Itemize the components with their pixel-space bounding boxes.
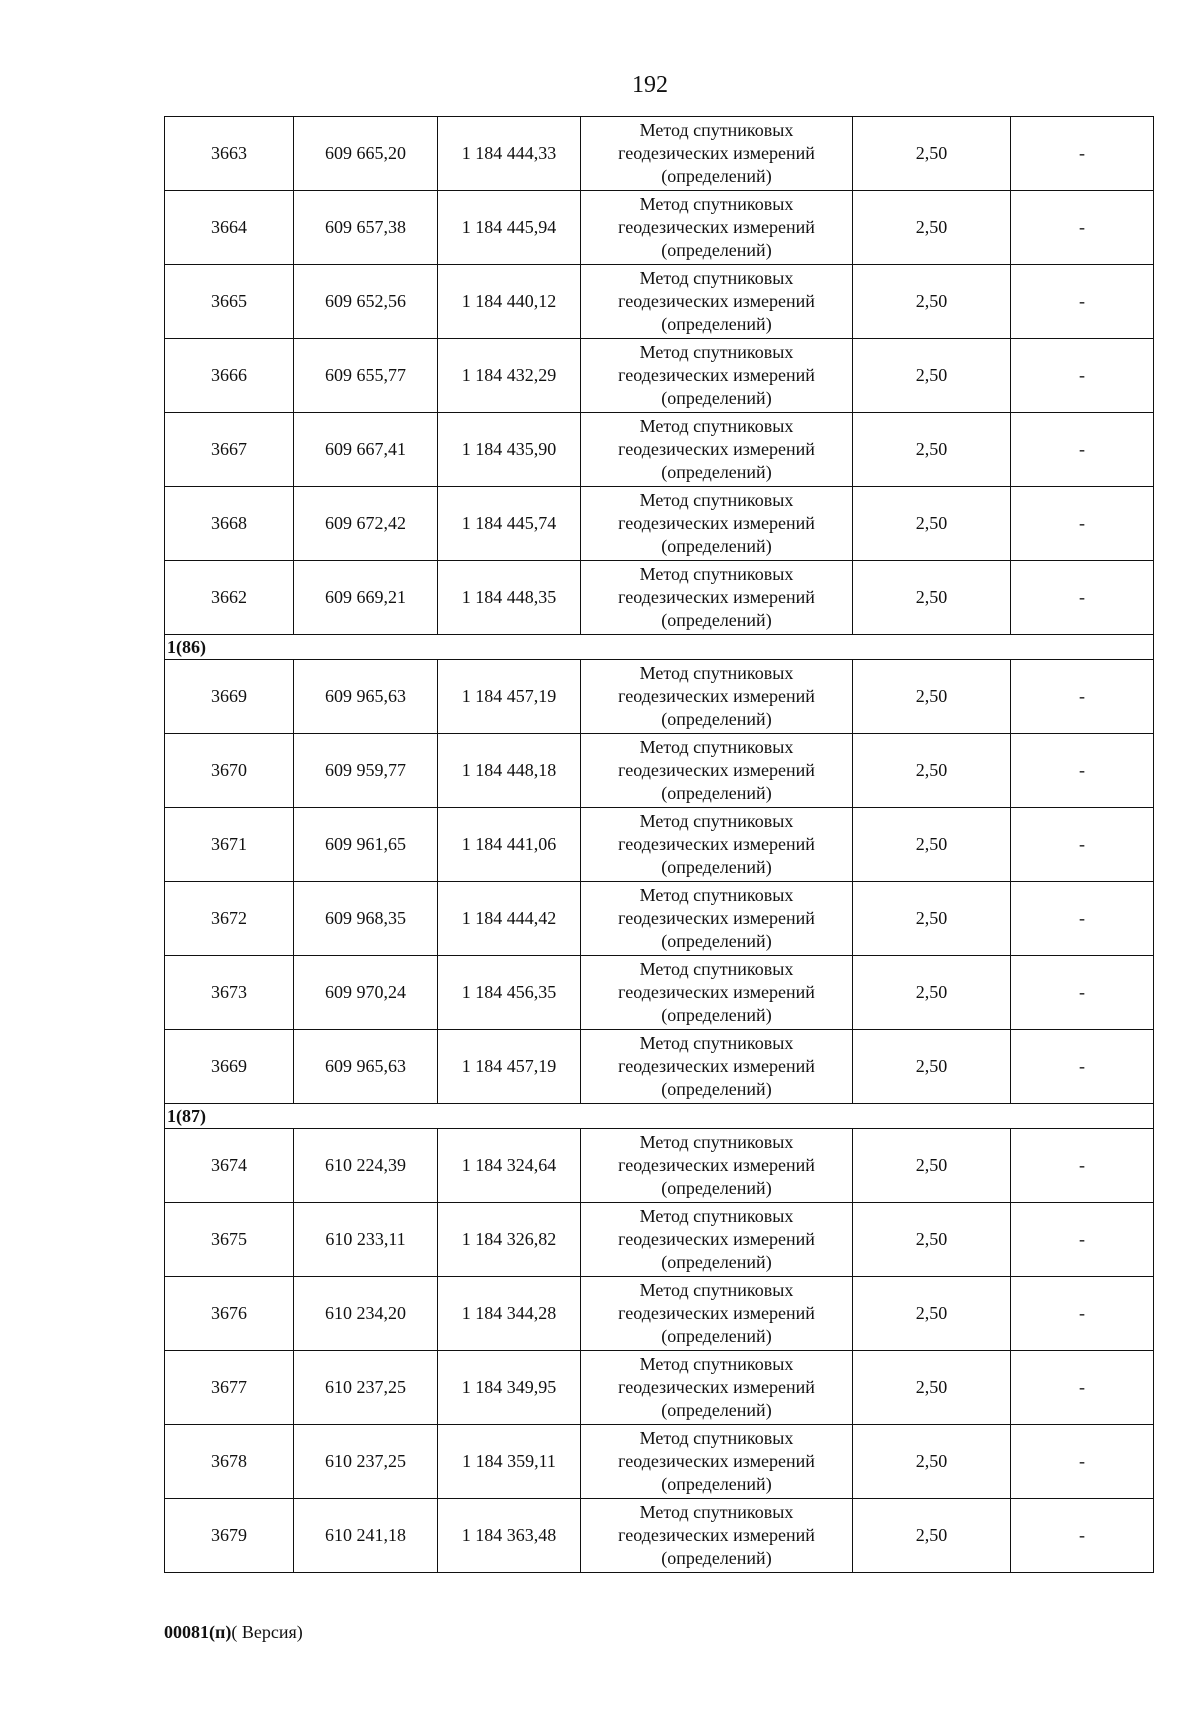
method-cell	[581, 1203, 853, 1277]
y-coordinate-cell: 1 184 363,48	[438, 1499, 581, 1573]
method-cell	[581, 808, 853, 882]
method-cell	[581, 1499, 853, 1573]
point-id-cell: 3667	[165, 413, 294, 487]
method-line: Метод спутниковых	[639, 268, 794, 288]
accuracy-cell: 2,50	[853, 734, 1011, 808]
accuracy-cell: 2,50	[853, 191, 1011, 265]
y-coordinate-cell: 1 184 445,74	[438, 487, 581, 561]
method-line: (определений)	[661, 1474, 772, 1494]
method-cell	[581, 413, 853, 487]
table-row	[165, 734, 1154, 808]
x-coordinate-cell: 609 961,65	[294, 808, 438, 882]
point-id-cell: 3672	[165, 882, 294, 956]
method-line: Метод спутниковых	[639, 1033, 794, 1053]
note-cell: -	[1011, 956, 1154, 1030]
table-row	[165, 117, 1154, 191]
accuracy-cell: 2,50	[853, 413, 1011, 487]
accuracy-cell: 2,50	[853, 1351, 1011, 1425]
method-line: геодезических измерений	[618, 1525, 815, 1545]
point-id-cell: 3676	[165, 1277, 294, 1351]
table-body	[165, 117, 1154, 1573]
method-line: геодезических измерений	[618, 439, 815, 459]
table-row	[165, 808, 1154, 882]
point-id-cell: 3674	[165, 1129, 294, 1203]
x-coordinate-cell: 609 965,63	[294, 1030, 438, 1104]
point-id-cell: 3663	[165, 117, 294, 191]
y-coordinate-cell: 1 184 448,18	[438, 734, 581, 808]
method-cell	[581, 956, 853, 1030]
point-id-cell: 3669	[165, 1030, 294, 1104]
accuracy-cell: 2,50	[853, 561, 1011, 635]
coordinates-table	[164, 116, 1154, 1573]
method-line: (определений)	[661, 314, 772, 334]
note-cell: -	[1011, 1277, 1154, 1351]
table-row	[165, 1129, 1154, 1203]
method-line: геодезических измерений	[618, 217, 815, 237]
note-cell: -	[1011, 1203, 1154, 1277]
method-cell	[581, 882, 853, 956]
x-coordinate-cell: 609 667,41	[294, 413, 438, 487]
point-id-cell: 3666	[165, 339, 294, 413]
y-coordinate-cell: 1 184 444,33	[438, 117, 581, 191]
x-coordinate-cell: 610 237,25	[294, 1425, 438, 1499]
table-row	[165, 882, 1154, 956]
method-line: (определений)	[661, 1400, 772, 1420]
method-cell	[581, 734, 853, 808]
accuracy-cell: 2,50	[853, 339, 1011, 413]
accuracy-cell: 2,50	[853, 808, 1011, 882]
method-cell	[581, 487, 853, 561]
accuracy-cell: 2,50	[853, 1425, 1011, 1499]
method-line: Метод спутниковых	[639, 1502, 794, 1522]
method-line: Метод спутниковых	[639, 1280, 794, 1300]
point-id-cell: 3669	[165, 660, 294, 734]
accuracy-cell: 2,50	[853, 1277, 1011, 1351]
note-cell: -	[1011, 561, 1154, 635]
table-row	[165, 561, 1154, 635]
method-line: (определений)	[661, 388, 772, 408]
method-cell	[581, 1425, 853, 1499]
table-row	[165, 191, 1154, 265]
point-id-cell: 3665	[165, 265, 294, 339]
table-row	[165, 1277, 1154, 1351]
method-line: геодезических измерений	[618, 365, 815, 385]
note-cell: -	[1011, 1129, 1154, 1203]
point-id-cell: 3664	[165, 191, 294, 265]
method-line: Метод спутниковых	[639, 120, 794, 140]
note-cell: -	[1011, 191, 1154, 265]
table-row	[165, 487, 1154, 561]
note-cell: -	[1011, 734, 1154, 808]
method-line: Метод спутниковых	[639, 811, 794, 831]
accuracy-cell: 2,50	[853, 1129, 1011, 1203]
method-line: (определений)	[661, 536, 772, 556]
x-coordinate-cell: 609 965,63	[294, 660, 438, 734]
method-line: (определений)	[661, 857, 772, 877]
table-row	[165, 1351, 1154, 1425]
method-line: (определений)	[661, 931, 772, 951]
table-row	[165, 1499, 1154, 1573]
method-line: геодезических измерений	[618, 143, 815, 163]
method-line: (определений)	[661, 462, 772, 482]
y-coordinate-cell: 1 184 432,29	[438, 339, 581, 413]
x-coordinate-cell: 610 234,20	[294, 1277, 438, 1351]
method-line: Метод спутниковых	[639, 737, 794, 757]
method-cell	[581, 1351, 853, 1425]
method-line: геодезических измерений	[618, 982, 815, 1002]
method-line: геодезических измерений	[618, 1451, 815, 1471]
accuracy-cell: 2,50	[853, 1203, 1011, 1277]
y-coordinate-cell: 1 184 324,64	[438, 1129, 581, 1203]
method-line: (определений)	[661, 1178, 772, 1198]
method-line: (определений)	[661, 1079, 772, 1099]
method-line: (определений)	[661, 166, 772, 186]
accuracy-cell: 2,50	[853, 1030, 1011, 1104]
method-cell	[581, 561, 853, 635]
method-line: (определений)	[661, 240, 772, 260]
accuracy-cell: 2,50	[853, 487, 1011, 561]
method-line: Метод спутниковых	[639, 663, 794, 683]
group-header-row	[165, 635, 1154, 660]
method-line: (определений)	[661, 709, 772, 729]
y-coordinate-cell: 1 184 456,35	[438, 956, 581, 1030]
method-line: геодезических измерений	[618, 686, 815, 706]
point-id-cell: 3662	[165, 561, 294, 635]
table-row	[165, 413, 1154, 487]
note-cell: -	[1011, 660, 1154, 734]
x-coordinate-cell: 610 233,11	[294, 1203, 438, 1277]
table-row	[165, 339, 1154, 413]
method-line: Метод спутниковых	[639, 342, 794, 362]
method-line: Метод спутниковых	[639, 564, 794, 584]
method-line: Метод спутниковых	[639, 490, 794, 510]
x-coordinate-cell: 610 224,39	[294, 1129, 438, 1203]
method-line: геодезических измерений	[618, 513, 815, 533]
method-line: геодезических измерений	[618, 587, 815, 607]
accuracy-cell: 2,50	[853, 1499, 1011, 1573]
method-cell	[581, 339, 853, 413]
y-coordinate-cell: 1 184 344,28	[438, 1277, 581, 1351]
method-line: Метод спутниковых	[639, 1354, 794, 1374]
table-row	[165, 265, 1154, 339]
table-row	[165, 956, 1154, 1030]
method-cell	[581, 265, 853, 339]
note-cell: -	[1011, 117, 1154, 191]
method-line: Метод спутниковых	[639, 1132, 794, 1152]
note-cell: -	[1011, 1351, 1154, 1425]
point-id-cell: 3678	[165, 1425, 294, 1499]
method-line: геодезических измерений	[618, 834, 815, 854]
method-line: геодезических измерений	[618, 908, 815, 928]
method-line: Метод спутниковых	[639, 416, 794, 436]
method-cell	[581, 1129, 853, 1203]
x-coordinate-cell: 609 968,35	[294, 882, 438, 956]
method-line: геодезических измерений	[618, 1155, 815, 1175]
y-coordinate-cell: 1 184 457,19	[438, 1030, 581, 1104]
footer	[164, 1622, 303, 1643]
accuracy-cell: 2,50	[853, 956, 1011, 1030]
note-cell: -	[1011, 413, 1154, 487]
method-line: (определений)	[661, 1326, 772, 1346]
note-cell: -	[1011, 339, 1154, 413]
method-line: геодезических измерений	[618, 760, 815, 780]
method-cell	[581, 191, 853, 265]
table-row	[165, 1030, 1154, 1104]
x-coordinate-cell: 610 241,18	[294, 1499, 438, 1573]
method-line: геодезических измерений	[618, 1377, 815, 1397]
method-cell	[581, 117, 853, 191]
method-line: (определений)	[661, 783, 772, 803]
group-label: 1(86)	[165, 635, 1154, 660]
accuracy-cell: 2,50	[853, 882, 1011, 956]
accuracy-cell: 2,50	[853, 660, 1011, 734]
note-cell: -	[1011, 1499, 1154, 1573]
group-label: 1(87)	[165, 1104, 1154, 1129]
footer-code: 00081(п)	[164, 1622, 232, 1642]
y-coordinate-cell: 1 184 435,90	[438, 413, 581, 487]
method-line: Метод спутниковых	[639, 194, 794, 214]
y-coordinate-cell: 1 184 349,95	[438, 1351, 581, 1425]
y-coordinate-cell: 1 184 444,42	[438, 882, 581, 956]
accuracy-cell: 2,50	[853, 117, 1011, 191]
table-row	[165, 1425, 1154, 1499]
method-line: (определений)	[661, 1548, 772, 1568]
note-cell: -	[1011, 1425, 1154, 1499]
point-id-cell: 3673	[165, 956, 294, 1030]
table-row	[165, 660, 1154, 734]
note-cell: -	[1011, 882, 1154, 956]
x-coordinate-cell: 609 665,20	[294, 117, 438, 191]
y-coordinate-cell: 1 184 448,35	[438, 561, 581, 635]
method-cell	[581, 1277, 853, 1351]
method-line: (определений)	[661, 1252, 772, 1272]
x-coordinate-cell: 609 672,42	[294, 487, 438, 561]
note-cell: -	[1011, 808, 1154, 882]
method-line: геодезических измерений	[618, 1056, 815, 1076]
y-coordinate-cell: 1 184 445,94	[438, 191, 581, 265]
point-id-cell: 3671	[165, 808, 294, 882]
method-line: Метод спутниковых	[639, 1428, 794, 1448]
y-coordinate-cell: 1 184 359,11	[438, 1425, 581, 1499]
method-line: геодезических измерений	[618, 1229, 815, 1249]
table-row	[165, 1203, 1154, 1277]
method-line: (определений)	[661, 1005, 772, 1025]
x-coordinate-cell: 609 652,56	[294, 265, 438, 339]
group-header-row	[165, 1104, 1154, 1129]
point-id-cell: 3675	[165, 1203, 294, 1277]
x-coordinate-cell: 609 669,21	[294, 561, 438, 635]
method-line: Метод спутниковых	[639, 885, 794, 905]
method-line: геодезических измерений	[618, 1303, 815, 1323]
y-coordinate-cell: 1 184 440,12	[438, 265, 581, 339]
point-id-cell: 3668	[165, 487, 294, 561]
point-id-cell: 3679	[165, 1499, 294, 1573]
y-coordinate-cell: 1 184 441,06	[438, 808, 581, 882]
note-cell: -	[1011, 265, 1154, 339]
footer-suffix: ( Версия)	[231, 1622, 303, 1642]
x-coordinate-cell: 610 237,25	[294, 1351, 438, 1425]
method-line: Метод спутниковых	[639, 1206, 794, 1226]
method-line: (определений)	[661, 610, 772, 630]
point-id-cell: 3670	[165, 734, 294, 808]
y-coordinate-cell: 1 184 326,82	[438, 1203, 581, 1277]
y-coordinate-cell: 1 184 457,19	[438, 660, 581, 734]
page-number: 192	[632, 72, 668, 98]
x-coordinate-cell: 609 655,77	[294, 339, 438, 413]
method-line: Метод спутниковых	[639, 959, 794, 979]
point-id-cell: 3677	[165, 1351, 294, 1425]
x-coordinate-cell: 609 657,38	[294, 191, 438, 265]
x-coordinate-cell: 609 959,77	[294, 734, 438, 808]
method-line: геодезических измерений	[618, 291, 815, 311]
accuracy-cell: 2,50	[853, 265, 1011, 339]
method-cell	[581, 660, 853, 734]
x-coordinate-cell: 609 970,24	[294, 956, 438, 1030]
note-cell: -	[1011, 487, 1154, 561]
method-cell	[581, 1030, 853, 1104]
note-cell: -	[1011, 1030, 1154, 1104]
